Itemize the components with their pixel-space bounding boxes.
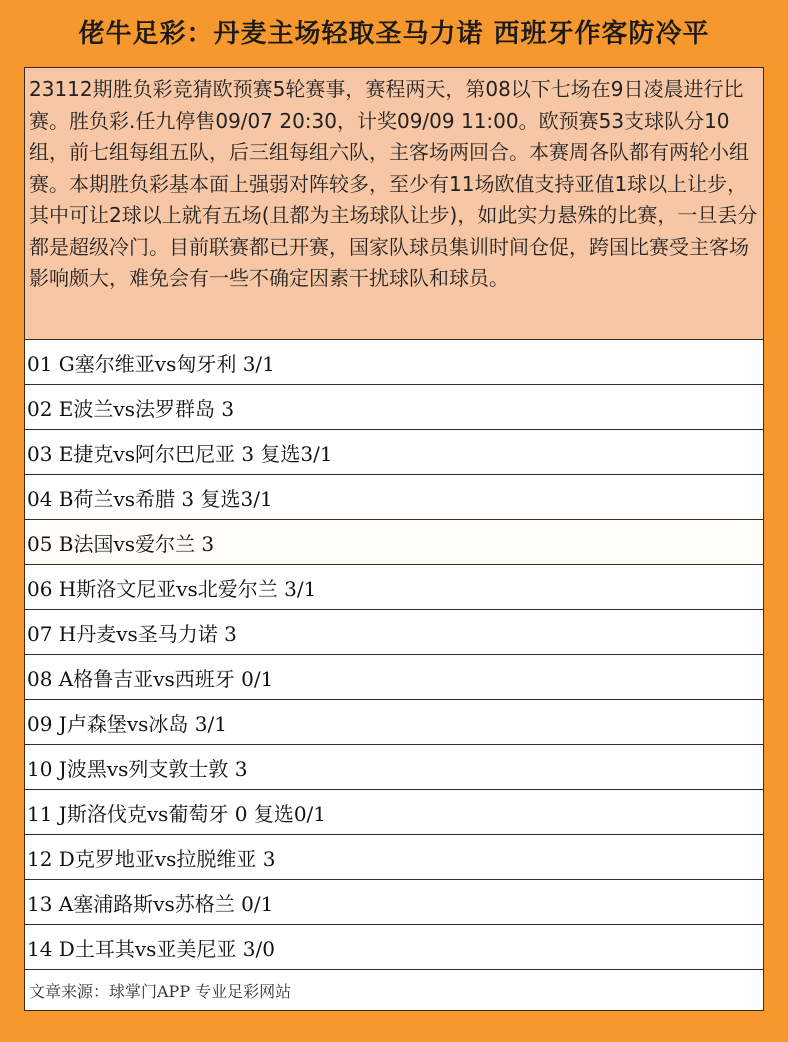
match-row: 14 D土耳其vs亚美尼亚 3/0 bbox=[25, 925, 763, 970]
content-panel bbox=[24, 67, 764, 1011]
match-row: 09 J卢森堡vs冰岛 3/1 bbox=[25, 700, 763, 745]
match-row: 10 J波黑vs列支敦士敦 3 bbox=[25, 745, 763, 790]
match-row: 01 G塞尔维亚vs匈牙利 3/1 bbox=[25, 340, 763, 385]
match-row: 11 J斯洛伐克vs葡萄牙 0 复选0/1 bbox=[25, 790, 763, 835]
match-list bbox=[25, 340, 763, 970]
match-row: 08 A格鲁吉亚vs西班牙 0/1 bbox=[25, 655, 763, 700]
page-title: 佬牛足彩：丹麦主场轻取圣马力诺 西班牙作客防冷平 bbox=[78, 19, 710, 49]
match-row: 13 A塞浦路斯vs苏格兰 0/1 bbox=[25, 880, 763, 925]
match-row: 03 E捷克vs阿尔巴尼亚 3 复选3/1 bbox=[25, 430, 763, 475]
intro-paragraph: 23112期胜负彩竞猜欧预赛5轮赛事，赛程两天，第08以下七场在9日凌晨进行比赛。胜负彩.任九停售09/07 20:30，计奖09/09 11:00。欧预赛53支球队分10组，前七组每组五队，后三组每组六队，主客场两回合。本赛周各队都有两轮小组赛。本期胜负彩基本面上强弱对阵较多，至少有11场欧值支持亚值1球以上让步，其中可让2球以上就有五场(且都为主场球队让步)，如此实力悬殊的比赛，一旦丢分都是超级冷门。目前联赛都已开赛，国家队球员集训时间仓促，跨国比赛受主客场影响颇大，难免会有一些不确定因素干扰球队和球员。 bbox=[25, 68, 763, 340]
match-row: 06 H斯洛文尼亚vs北爱尔兰 3/1 bbox=[25, 565, 763, 610]
match-row: 07 H丹麦vs圣马力诺 3 bbox=[25, 610, 763, 655]
match-row: 12 D克罗地亚vs拉脱维亚 3 bbox=[25, 835, 763, 880]
source-footer: 文章来源：球掌门APP 专业足彩网站 bbox=[29, 981, 292, 1001]
match-row: 05 B法国vs爱尔兰 3 bbox=[25, 520, 763, 565]
match-row: 04 B荷兰vs希腊 3 复选3/1 bbox=[25, 475, 763, 520]
match-row: 02 E波兰vs法罗群岛 3 bbox=[25, 385, 763, 430]
